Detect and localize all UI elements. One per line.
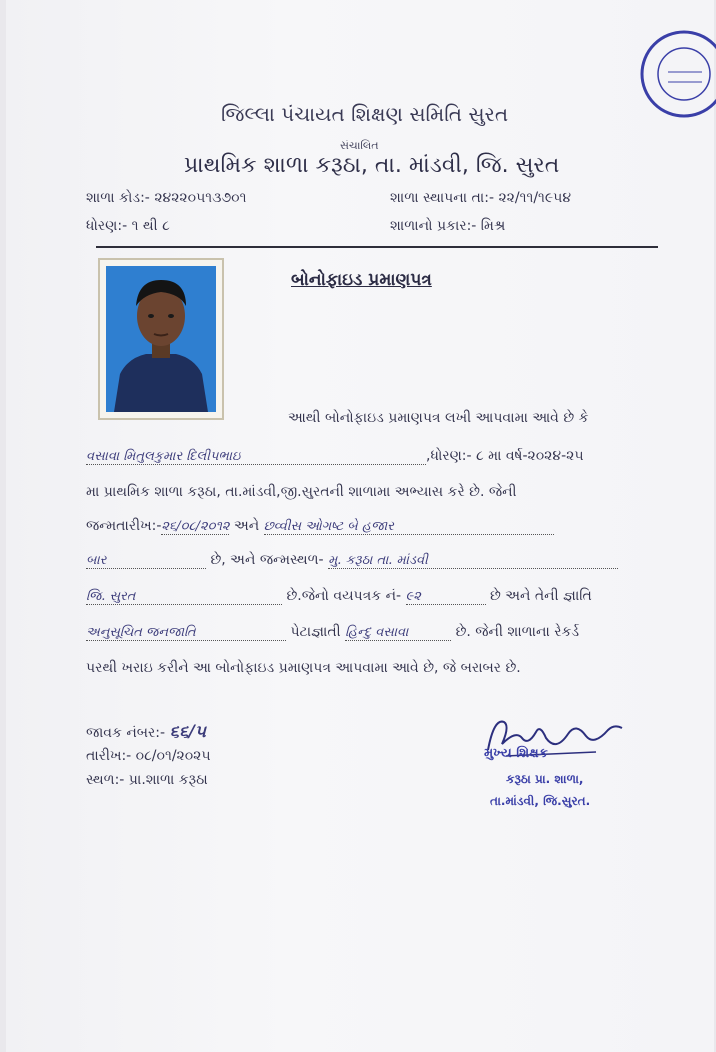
student-photo: [98, 258, 224, 420]
signature-school: કરૂઠા પ્રા. શાળા,: [506, 772, 584, 786]
issue-place: સ્થળ:- પ્રા.શાળા કરૂઠા: [86, 772, 208, 788]
signature-location: તા.માંડવી, જિ.સુરત.: [490, 794, 591, 808]
birthplace-label: છે, અને જન્મસ્થળ-: [210, 552, 324, 568]
header-managed-by: સંચાલિત: [340, 139, 379, 152]
district: જિ. સુરત: [86, 589, 282, 605]
header-school-name: પ્રાથમિક શાળા કરૂઠા, તા. માંડવી, જિ. સુરત: [184, 153, 560, 178]
certificate-paper: [6, 0, 714, 1052]
body-line-5: [86, 552, 618, 569]
school-established: શાળા સ્થાપના તા:- ૨૨/૧૧/૧૯૫૪: [390, 190, 572, 206]
standard-year: ,ધોરણ:- ૮ મા વર્ષ-૨૦૨૪-૨૫: [426, 448, 584, 464]
student-name: વસાવા મિતુલકુમાર દિલીપભાઇ: [86, 449, 426, 465]
birthplace: મુ. કરૂઠા તા. માંડવી: [328, 553, 618, 569]
header-divider: [96, 246, 658, 248]
outward-label: જાવક નંબર:-: [86, 725, 166, 741]
outward-number: ૬૬/૫: [169, 722, 206, 742]
subcaste-label: પેટાજ્ઞાતી: [290, 624, 341, 640]
record-text: છે. જેની શાળાના રેકર્ડ: [455, 624, 580, 640]
school-standards: ધોરણ:- ૧ થી ૮: [86, 218, 170, 234]
dob-in-words-cont: બાર: [86, 553, 206, 569]
dob-in-words: છવ્વીસ ઓગષ્ટ બે હજાર: [264, 519, 554, 535]
body-line-8: પરથી ખરાઇ કરીને આ બોનોફાઇડ પ્રમાણપત્ર આપવામા આવે છે, જે બરાબર છે.: [86, 660, 521, 676]
register-number: ૯૨: [406, 589, 486, 605]
header-committee: જિલ્લા પંચાયત શિક્ષણ સમિતિ સુરત: [221, 102, 509, 126]
body-line-2: [86, 448, 584, 465]
body-line-6: [86, 588, 592, 605]
body-line-4: [86, 518, 554, 535]
outward-number-row: [86, 722, 206, 742]
register-label: છે.જેનો વયપત્રક નં-: [286, 588, 402, 604]
school-type: શાળાનો પ્રકાર:- મિશ્ર: [390, 218, 506, 234]
dob-join: અને: [233, 518, 260, 534]
caste-intro: છે અને તેની જ્ઞાતિ: [489, 588, 592, 604]
body-line-7: [86, 624, 579, 641]
caste: અનુસૂચિત જનજાતિ: [86, 625, 286, 641]
certificate-title: બોનોફાઇડ પ્રમાણપત્ર: [291, 270, 432, 290]
subcaste: હિન્દુ વસાવા: [345, 625, 451, 641]
body-line-3: મા પ્રાથમિક શાળા કરૂઠા, તા.માંડવી,જી.સુરતની શાળામા અભ્યાસ કરે છે. જેની: [86, 484, 517, 500]
school-stamp: [638, 28, 716, 120]
dob-label: જન્મતારીખ:-: [86, 518, 162, 534]
signature-role: મુખ્ય શિક્ષક: [484, 746, 548, 761]
school-code: શાળા કોડ:- ૨૪૨૨૦૫૧૩૭૦૧: [86, 190, 247, 206]
body-intro: આથી બોનોફાઇડ પ્રમાણપત્ર લખી આપવામા આવે છે કે: [288, 410, 589, 426]
date-of-birth: ૨૬/૦૮/૨૦૧૨: [161, 519, 230, 534]
issue-date: તારીખ:- ૦૮/૦૧/૨૦૨૫: [86, 748, 211, 764]
